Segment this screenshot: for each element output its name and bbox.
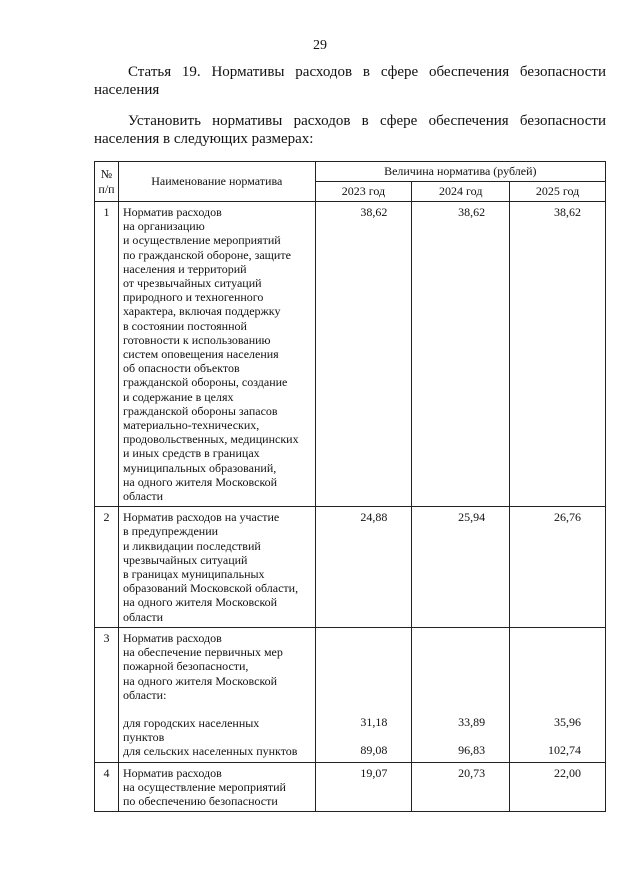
sub-value: 102,74 [548,743,581,758]
name-line: от чрезвычайных ситуаций [122,276,262,291]
row-number: 3 [95,627,119,762]
name-line: населения и территорий [122,261,247,276]
name-line: характера, включая поддержку [122,304,281,319]
name-line: по обеспечению безопасности [122,793,278,808]
name-line: в предупреждении [122,524,219,539]
name-line: гражданской обороны запасов [122,403,278,418]
sub-value: 89,08 [360,743,388,758]
value-2023: 19,07 [315,762,412,812]
intro-line2: населения в следующих размерах: [94,131,314,147]
article-heading-line1: Статья 19. Нормативы расходов в сфере обеспечения безопасности [128,64,606,80]
sub-name-line: для сельских населенных пунктов [122,744,298,759]
name-line: гражданской обороны, создание [122,375,288,390]
table-row [95,202,606,507]
name-line: области [122,489,164,504]
sub-name-line: для городских населенных [122,715,260,730]
article-heading [94,63,606,99]
value-2025: 38,62 [510,202,606,507]
name-line: природного и техногенного [122,290,264,305]
value-2023: 24,88 [315,507,412,628]
header-year-2023: 2023 год [315,182,412,202]
name-line: пожарной безопасности, [122,659,249,674]
value-2024 [412,627,510,762]
value-2024: 20,73 [412,762,510,812]
name-line: на одного жителя Московской [122,474,278,489]
name-line: образований Московской области, [122,581,299,596]
sub-value: 96,83 [458,743,486,758]
row-name [118,507,315,628]
name-line: об опасности объектов [122,361,240,376]
name-line: Норматив расходов [122,765,222,780]
table-row [95,762,606,812]
header-name: Наименование норматива [118,162,315,202]
header-year-2025: 2025 год [510,182,606,202]
intro-line1: Установить нормативы расходов в сфере обеспечения безопасности [128,113,606,129]
name-line: и ликвидации последствий [122,538,261,553]
value-2025: 22,00 [510,762,606,812]
name-line: по гражданской обороне, защите [122,247,291,262]
row-name [118,627,315,762]
name-line: Норматив расходов [122,205,222,219]
value-2025: 26,76 [510,507,606,628]
article-heading-line2: населения [94,82,160,98]
value-2024: 25,94 [412,507,510,628]
name-line: чрезвычайных ситуаций [122,552,248,567]
value-2023: 38,62 [315,202,412,507]
name-line: на обеспечение первичных мер [122,645,283,660]
header-num: № п/п [95,162,119,202]
row-number: 4 [95,762,119,812]
name-line: готовности к использованию [122,332,271,347]
name-line: в состоянии постоянной [122,318,247,333]
name-line: на осуществление мероприятий [122,779,286,794]
name-line: материально-технических, [122,418,260,433]
sub-name-line: пунктов [122,730,165,745]
row-name [118,762,315,812]
row-number: 2 [95,507,119,628]
value-2024: 38,62 [412,202,510,507]
name-line: и осуществление мероприятий [122,233,281,248]
header-value-group: Величина норматива (рублей) [315,162,605,182]
table-row [95,507,606,628]
name-line: области: [122,687,167,702]
header-year-2024: 2024 год [412,182,510,202]
name-line: продовольственных, медицинских [122,432,299,447]
name-line: систем оповещения населения [122,347,279,362]
name-line: и содержание в целях [122,389,234,404]
sub-value: 31,18 [360,714,388,729]
name-line: муниципальных образований, [122,460,277,475]
value-2023 [315,627,412,762]
name-line: на одного жителя Московской [122,673,278,688]
table-row [95,627,606,762]
sub-value: 35,96 [554,714,581,729]
name-line: и иных средств в границах [122,446,260,461]
page-number: 29 [313,38,327,53]
name-line: Норматив расходов на участие [122,510,280,525]
norms-table [94,161,606,812]
name-line: на одного жителя Московской [122,595,278,610]
name-line: на организацию [122,219,205,234]
name-line: в границах муниципальных [122,567,265,582]
value-2025 [510,627,606,762]
spacer [123,702,311,716]
row-name [118,202,315,507]
name-line: области [122,609,164,624]
row-number: 1 [95,202,119,507]
intro-paragraph [94,112,606,148]
sub-value: 33,89 [458,714,486,729]
name-line: Норматив расходов [122,630,222,645]
